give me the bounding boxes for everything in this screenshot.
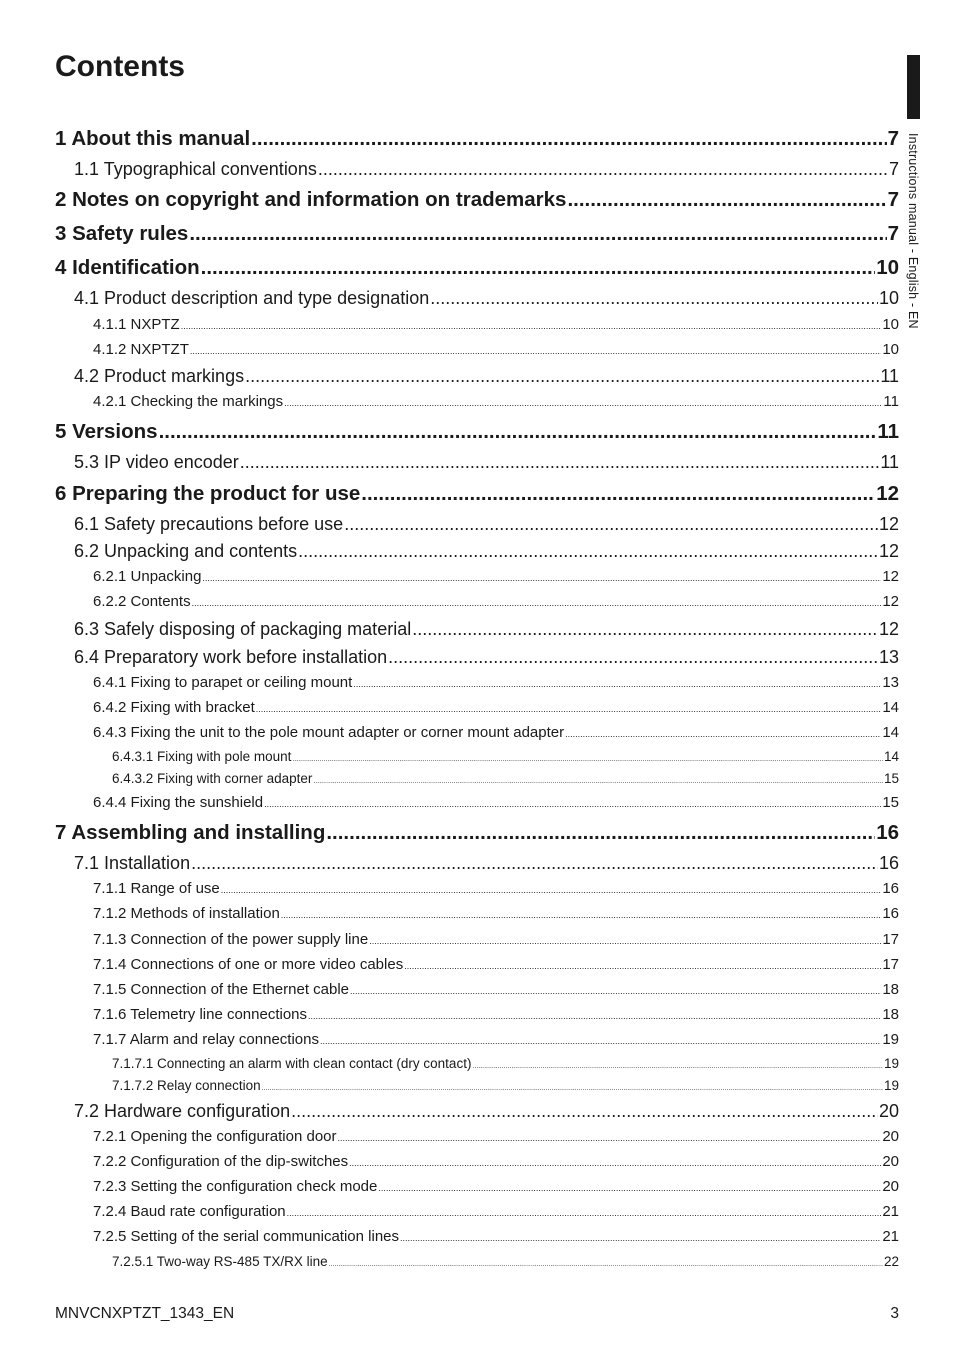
toc-entry-level-3[interactable] <box>93 1006 899 1023</box>
toc-entry-title: 6.3 Safely disposing of packaging material <box>74 619 412 639</box>
dot-leader <box>245 366 879 387</box>
toc-entry-title: 1 About this manual <box>55 127 251 150</box>
toc-entry-title: 7.1.5 Connection of the Ethernet cable <box>93 981 350 998</box>
toc-entry-title: 3 Safety rules <box>55 222 189 245</box>
toc-entry-level-4[interactable] <box>112 749 899 764</box>
toc-entry-level-4[interactable] <box>112 1056 899 1071</box>
toc-entry-page-number: 19 <box>883 1056 899 1071</box>
toc-entry-level-1[interactable] <box>55 482 899 506</box>
toc-entry-page-number: 22 <box>883 1254 899 1269</box>
dot-leader <box>400 1233 881 1243</box>
dot-leader <box>284 398 882 408</box>
dot-leader <box>353 679 881 689</box>
toc-entry-level-3[interactable] <box>93 724 899 741</box>
dot-leader <box>251 127 886 151</box>
dot-leader <box>388 647 878 668</box>
toc-entry-page-number: 17 <box>882 956 899 973</box>
toc-entry-level-2[interactable] <box>74 514 899 535</box>
toc-entry-level-3[interactable] <box>93 568 899 585</box>
dot-leader <box>344 514 878 535</box>
toc-entry-level-2[interactable] <box>74 159 899 180</box>
toc-entry-page-number: 10 <box>882 316 899 333</box>
toc-entry-title: 7.2.2 Configuration of the dip-switches <box>93 1153 349 1170</box>
toc-entry-page-number: 16 <box>882 880 899 897</box>
dot-leader <box>318 159 888 180</box>
dot-leader <box>264 799 881 809</box>
toc-entry-level-3[interactable] <box>93 905 899 922</box>
toc-entry-page-number: 10 <box>878 288 899 308</box>
toc-entry-page-number: 12 <box>876 482 899 505</box>
toc-entry-page-number: 16 <box>878 853 899 873</box>
section-tab-marker <box>907 55 920 119</box>
toc-entry-title: 6.4.2 Fixing with bracket <box>93 699 255 716</box>
toc-entry-level-1[interactable] <box>55 821 899 845</box>
dot-leader <box>190 346 881 356</box>
toc-entry-page-number: 7 <box>887 222 899 245</box>
toc-entry-level-2[interactable] <box>74 647 899 668</box>
footer-page-number: 3 <box>890 1305 899 1322</box>
toc-entry-title: 7.2.5 Setting of the serial communication lines <box>93 1228 399 1245</box>
toc-entry-title: 6.2.2 Contents <box>93 593 191 610</box>
side-label: Instructions manual - English - EN <box>906 133 920 329</box>
toc-entry-title: 7.1 Installation <box>74 853 191 873</box>
toc-entry-page-number: 17 <box>882 931 899 948</box>
toc-entry-level-1[interactable] <box>55 127 899 151</box>
toc-entry-title: 6.2.1 Unpacking <box>93 568 202 585</box>
toc-entry-title: 7.2 Hardware configuration <box>74 1101 291 1121</box>
toc-entry-page-number: 7 <box>887 188 899 211</box>
toc-entry-title: 7.1.2 Methods of installation <box>93 905 280 922</box>
toc-entry-title: 7.2.1 Opening the configuration door <box>93 1128 337 1145</box>
toc-entry-page-number: 15 <box>883 771 899 786</box>
toc-entry-title: 1.1 Typographical conventions <box>74 159 317 179</box>
toc-entry-title: 6.4.4 Fixing the sunshield <box>93 794 264 811</box>
dot-leader <box>378 1183 881 1193</box>
dot-leader <box>430 288 878 309</box>
dot-leader <box>308 1011 881 1021</box>
dot-leader <box>159 420 877 444</box>
toc-entry-level-3[interactable] <box>93 794 899 811</box>
toc-entry-page-number: 12 <box>882 593 899 610</box>
dot-leader <box>256 704 882 714</box>
dot-leader <box>181 321 882 331</box>
toc-entry-title: 7.1.6 Telemetry line connections <box>93 1006 308 1023</box>
toc-entry-level-1[interactable] <box>55 420 899 444</box>
toc-entry-level-3[interactable] <box>93 1203 899 1220</box>
toc-entry-page-number: 20 <box>882 1128 899 1145</box>
toc-entry-page-number: 13 <box>878 647 899 667</box>
dot-leader <box>565 729 881 739</box>
toc-entry-level-2[interactable] <box>74 452 899 473</box>
dot-leader <box>292 756 883 763</box>
toc-entry-title: 5.3 IP video encoder <box>74 452 239 472</box>
toc-entry-page-number: 11 <box>883 393 899 410</box>
toc-entry-level-3[interactable] <box>93 1031 899 1048</box>
toc-entry-level-3[interactable] <box>93 981 899 998</box>
dot-leader <box>191 853 878 874</box>
toc-entry-title: 6.1 Safety precautions before use <box>74 514 344 534</box>
toc-entry-level-2[interactable] <box>74 366 899 387</box>
dot-leader <box>404 961 881 971</box>
toc-entry-page-number: 14 <box>883 749 899 764</box>
toc-entry-page-number: 21 <box>882 1203 899 1220</box>
toc-entry-page-number: 15 <box>882 794 899 811</box>
dot-leader <box>189 222 886 246</box>
toc-entry-level-3[interactable] <box>93 316 899 333</box>
toc-entry-level-4[interactable] <box>112 1078 899 1093</box>
toc-entry-title: 7.2.3 Setting the configuration check mode <box>93 1178 378 1195</box>
dot-leader <box>313 778 883 785</box>
dot-leader <box>329 1261 883 1268</box>
dot-leader <box>287 1208 882 1218</box>
toc-entry-level-2[interactable] <box>74 619 899 640</box>
dot-leader <box>567 188 886 212</box>
toc-entry-page-number: 18 <box>882 1006 899 1023</box>
dot-leader <box>350 986 881 996</box>
toc-entry-page-number: 16 <box>876 821 899 844</box>
toc-entry-page-number: 18 <box>882 981 899 998</box>
toc-entry-level-2[interactable] <box>74 1101 899 1122</box>
toc-entry-level-3[interactable] <box>93 393 899 410</box>
toc-entry-title: 4.1 Product description and type designation <box>74 288 430 308</box>
dot-leader <box>361 482 875 506</box>
toc-entry-level-3[interactable] <box>93 1228 899 1245</box>
dot-leader <box>349 1158 881 1168</box>
toc-entry-title: 6.4 Preparatory work before installation <box>74 647 388 667</box>
page-title: Contents <box>55 50 185 83</box>
toc-entry-level-2[interactable] <box>74 288 899 309</box>
toc-entry-title: 6.4.3 Fixing the unit to the pole mount adapter or corner mount adapter <box>93 724 565 741</box>
dot-leader <box>240 452 880 473</box>
toc-entry-page-number: 13 <box>882 674 899 691</box>
toc-entry-level-3[interactable] <box>93 1153 899 1170</box>
toc-entry-page-number: 7 <box>888 159 899 179</box>
toc-entry-title: 7.1.7.2 Relay connection <box>112 1078 261 1093</box>
dot-leader <box>262 1085 883 1092</box>
toc-entry-page-number: 21 <box>882 1228 899 1245</box>
toc-entry-title: 6.2 Unpacking and contents <box>74 541 298 561</box>
toc-entry-title: 6.4.3.2 Fixing with corner adapter <box>112 771 313 786</box>
dot-leader <box>192 598 882 608</box>
toc-entry-level-3[interactable] <box>93 699 899 716</box>
toc-entry-title: 4.2 Product markings <box>74 366 245 386</box>
toc-entry-level-2[interactable] <box>74 853 899 874</box>
dot-leader <box>320 1036 881 1046</box>
dot-leader <box>298 541 878 562</box>
toc-entry-page-number: 7 <box>887 127 899 150</box>
toc-entry-title: 6.4.3.1 Fixing with pole mount <box>112 749 292 764</box>
dot-leader <box>472 1063 883 1070</box>
dot-leader <box>291 1101 878 1122</box>
dot-leader <box>201 256 876 280</box>
toc-entry-level-3[interactable] <box>93 1178 899 1195</box>
toc-entry-level-3[interactable] <box>93 341 899 358</box>
toc-entry-title: 2 Notes on copyright and information on trademarks <box>55 188 567 211</box>
toc-entry-page-number: 20 <box>882 1178 899 1195</box>
toc-entry-level-4[interactable] <box>112 771 899 786</box>
toc-entry-title: 4.1.2 NXPTZT <box>93 341 189 358</box>
toc-entry-page-number: 20 <box>878 1101 899 1121</box>
toc-entry-title: 4 Identification <box>55 256 200 279</box>
toc-entry-level-3[interactable] <box>93 880 899 897</box>
toc-entry-page-number: 14 <box>882 699 899 716</box>
toc-entry-page-number: 12 <box>878 541 899 561</box>
toc-entry-title: 5 Versions <box>55 420 158 443</box>
toc-entry-level-3[interactable] <box>93 593 899 610</box>
toc-entry-page-number: 19 <box>882 1031 899 1048</box>
toc-entry-title: 7.1.7 Alarm and relay connections <box>93 1031 319 1048</box>
dot-leader <box>221 885 882 895</box>
footer-document-code: MNVCNXPTZT_1343_EN <box>55 1305 235 1322</box>
toc-entry-level-1[interactable] <box>55 188 899 212</box>
toc-entry-level-2[interactable] <box>74 541 899 562</box>
toc-entry-title: 7.1.4 Connections of one or more video cables <box>93 956 404 973</box>
toc-entry-level-1[interactable] <box>55 222 899 246</box>
toc-entry-title: 6.4.1 Fixing to parapet or ceiling mount <box>93 674 353 691</box>
toc-entry-level-3[interactable] <box>93 674 899 691</box>
toc-entry-title: 7.1.1 Range of use <box>93 880 220 897</box>
toc-entry-title: 7.1.7.1 Connecting an alarm with clean contact (dry contact) <box>112 1056 472 1071</box>
toc-entry-level-4[interactable] <box>112 1254 899 1269</box>
toc-entry-title: 7.2.5.1 Two-way RS-485 TX/RX line <box>112 1254 328 1269</box>
toc-entry-title: 7.1.3 Connection of the power supply line <box>93 931 369 948</box>
toc-entry-page-number: 14 <box>882 724 899 741</box>
toc-entry-title: 4.2.1 Checking the markings <box>93 393 284 410</box>
toc-entry-page-number: 16 <box>882 905 899 922</box>
dot-leader <box>281 910 882 920</box>
dot-leader <box>412 619 878 640</box>
dot-leader <box>202 573 881 583</box>
toc-entry-page-number: 12 <box>878 514 899 534</box>
toc-entry-page-number: 12 <box>882 568 899 585</box>
toc-entry-title: 6 Preparing the product for use <box>55 482 361 505</box>
dot-leader <box>326 821 875 845</box>
toc-entry-page-number: 19 <box>883 1078 899 1093</box>
toc-entry-page-number: 10 <box>882 341 899 358</box>
toc-entry-title: 7.2.4 Baud rate configuration <box>93 1203 286 1220</box>
toc-entry-page-number: 11 <box>880 452 899 472</box>
toc-entry-title: 7 Assembling and installing <box>55 821 326 844</box>
toc-entry-level-3[interactable] <box>93 1128 899 1145</box>
toc-entry-page-number: 11 <box>880 366 899 386</box>
dot-leader <box>338 1133 882 1143</box>
toc-entry-page-number: 11 <box>877 420 899 443</box>
toc-entry-page-number: 10 <box>876 256 899 279</box>
dot-leader <box>369 936 881 946</box>
toc-entry-level-1[interactable] <box>55 256 899 280</box>
toc-entry-page-number: 20 <box>882 1153 899 1170</box>
toc-entry-level-3[interactable] <box>93 931 899 948</box>
toc-entry-level-3[interactable] <box>93 956 899 973</box>
toc-entry-page-number: 12 <box>878 619 899 639</box>
toc-entry-title: 4.1.1 NXPTZ <box>93 316 180 333</box>
